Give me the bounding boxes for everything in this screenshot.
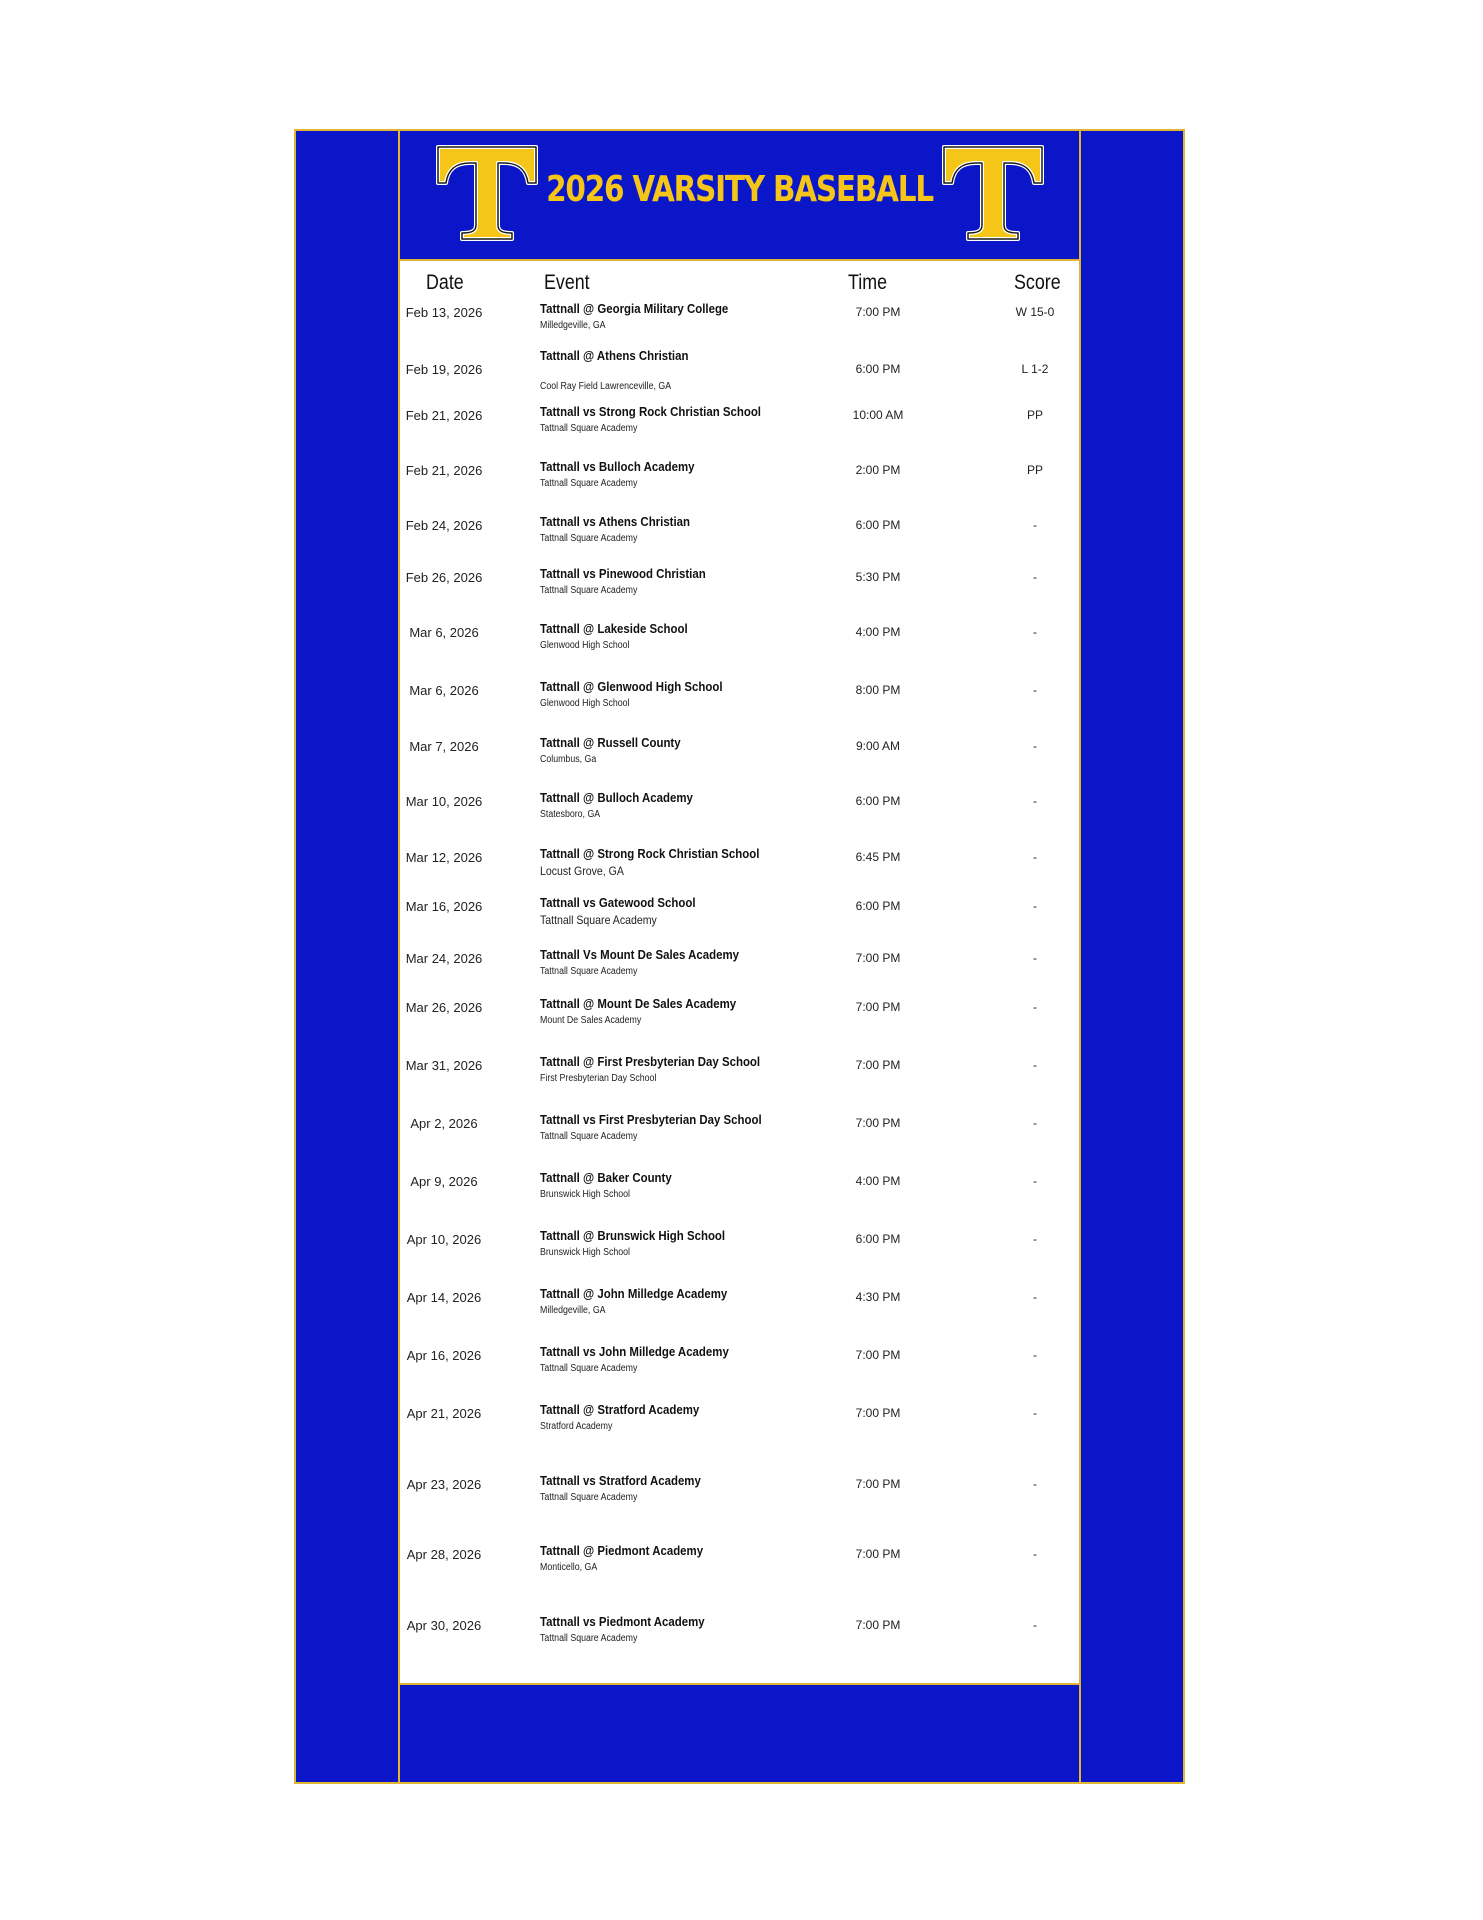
- game-score: W 15-0: [1015, 305, 1055, 319]
- event-name: Tattnall @ Mount De Sales Academy: [540, 996, 737, 1011]
- game-event: [540, 1228, 820, 1258]
- table-row: [400, 1170, 1079, 1210]
- event-location: Glenwood High School: [540, 640, 630, 651]
- event-location: Tattnall Square Academy: [540, 533, 638, 544]
- column-header-date: Date: [426, 271, 464, 294]
- game-time: 6:00 PM: [855, 899, 901, 913]
- event-name: Tattnall @ Piedmont Academy: [540, 1543, 704, 1558]
- game-event: [540, 1344, 820, 1374]
- game-date: Feb 13, 2026: [405, 305, 483, 320]
- game-date: Apr 21, 2026: [406, 1406, 482, 1421]
- table-row: [400, 1402, 1079, 1442]
- game-event: [540, 1286, 820, 1316]
- event-name: Tattnall vs Gatewood School: [540, 895, 696, 910]
- event-location: Brunswick High School: [540, 1189, 630, 1200]
- table-row: [400, 947, 1079, 987]
- game-event: [540, 404, 820, 434]
- game-date: Apr 30, 2026: [406, 1618, 482, 1633]
- game-date: Apr 16, 2026: [406, 1348, 482, 1363]
- game-date: Mar 6, 2026: [409, 683, 479, 698]
- event-name: Tattnall vs Bulloch Academy: [540, 459, 695, 474]
- game-time: 6:00 PM: [855, 362, 901, 376]
- game-event: [540, 1112, 820, 1142]
- event-location: Tattnall Square Academy: [540, 423, 638, 434]
- game-event: [540, 996, 820, 1026]
- game-event: [540, 679, 820, 709]
- schedule-table: [400, 261, 1079, 1683]
- poster-footer: [400, 1683, 1079, 1786]
- event-name: Tattnall @ John Milledge Academy: [540, 1286, 728, 1301]
- event-location: Mount De Sales Academy: [540, 1015, 642, 1026]
- game-date: Mar 26, 2026: [405, 1000, 483, 1015]
- event-location: Stratford Academy: [540, 1421, 613, 1432]
- game-score: -: [1033, 625, 1037, 639]
- game-score: -: [1033, 1618, 1037, 1632]
- game-event: [540, 514, 820, 544]
- event-location: Glenwood High School: [540, 698, 630, 709]
- game-date: Apr 23, 2026: [406, 1477, 482, 1492]
- game-time: 7:00 PM: [855, 951, 901, 965]
- game-date: Feb 19, 2026: [405, 362, 483, 377]
- game-event: [540, 895, 820, 927]
- game-time: 6:00 PM: [855, 518, 901, 532]
- game-time: 8:00 PM: [855, 683, 901, 697]
- game-time: 7:00 PM: [855, 1058, 901, 1072]
- game-score: -: [1033, 1116, 1037, 1130]
- game-event: [540, 1402, 820, 1432]
- game-score: PP: [1026, 408, 1043, 422]
- event-name: Tattnall @ Baker County: [540, 1170, 672, 1185]
- event-location: Milledgeville, GA: [540, 1305, 606, 1316]
- game-time: 7:00 PM: [855, 1116, 901, 1130]
- game-time: 6:45 PM: [855, 850, 901, 864]
- event-name: Tattnall Vs Mount De Sales Academy: [540, 947, 739, 962]
- game-time: 7:00 PM: [855, 1547, 901, 1561]
- event-name: Tattnall @ First Presbyterian Day School: [540, 1054, 761, 1069]
- game-score: -: [1033, 1290, 1037, 1304]
- game-event: [540, 1054, 820, 1084]
- game-score: -: [1033, 1477, 1037, 1491]
- table-row: [400, 1614, 1079, 1654]
- game-date: Apr 14, 2026: [406, 1290, 482, 1305]
- game-date: Mar 10, 2026: [405, 794, 483, 809]
- game-score: PP: [1026, 463, 1043, 477]
- game-score: -: [1033, 683, 1037, 697]
- event-location: Brunswick High School: [540, 1247, 630, 1258]
- schedule-poster: [294, 129, 1185, 1784]
- game-date: Mar 31, 2026: [405, 1058, 483, 1073]
- game-score: -: [1033, 739, 1037, 753]
- game-event: [540, 735, 820, 765]
- table-row: [400, 459, 1079, 499]
- game-time: 2:00 PM: [855, 463, 901, 477]
- game-score: -: [1033, 899, 1037, 913]
- game-date: Mar 6, 2026: [409, 625, 479, 640]
- game-time: 7:00 PM: [855, 1618, 901, 1632]
- game-time: 6:00 PM: [855, 794, 901, 808]
- table-row: [400, 404, 1079, 444]
- game-time: 7:00 PM: [855, 1348, 901, 1362]
- game-score: -: [1033, 850, 1037, 864]
- table-row: [400, 1054, 1079, 1094]
- event-name: Tattnall @ Glenwood High School: [540, 679, 723, 694]
- event-location: Tattnall Square Academy: [540, 585, 638, 596]
- game-date: Apr 2, 2026: [410, 1116, 478, 1131]
- game-date: Mar 16, 2026: [405, 899, 483, 914]
- game-date: Feb 21, 2026: [405, 408, 483, 423]
- game-score: -: [1033, 1058, 1037, 1072]
- event-name: Tattnall @ Strong Rock Christian School: [540, 846, 760, 861]
- event-name: Tattnall @ Russell County: [540, 735, 681, 750]
- game-score: -: [1033, 1232, 1037, 1246]
- table-row: [400, 1344, 1079, 1384]
- event-name: Tattnall vs John Milledge Academy: [540, 1344, 729, 1359]
- game-event: [540, 846, 820, 878]
- game-time: 10:00 AM: [852, 408, 904, 422]
- event-location: Statesboro, GA: [540, 809, 601, 820]
- table-row: [400, 514, 1079, 554]
- game-date: Feb 21, 2026: [405, 463, 483, 478]
- game-event: [540, 1543, 820, 1573]
- game-score: -: [1033, 1348, 1037, 1362]
- event-name: Tattnall vs Piedmont Academy: [540, 1614, 705, 1629]
- event-name: Tattnall vs Athens Christian: [540, 514, 691, 529]
- event-location: Monticello, GA: [540, 1562, 598, 1573]
- table-row: [400, 348, 1079, 392]
- game-time: 4:00 PM: [855, 1174, 901, 1188]
- game-time: 7:00 PM: [855, 305, 901, 319]
- table-row: [400, 679, 1079, 719]
- event-name: Tattnall vs Strong Rock Christian School: [540, 404, 762, 419]
- game-date: Feb 26, 2026: [405, 570, 483, 585]
- letter-t-logo-icon: [940, 143, 1046, 243]
- table-row: [400, 996, 1079, 1036]
- event-location: Tattnall Square Academy: [540, 1363, 638, 1374]
- game-event: [540, 348, 820, 392]
- game-date: Apr 10, 2026: [406, 1232, 482, 1247]
- schedule-panel: [398, 131, 1081, 1782]
- game-score: -: [1033, 794, 1037, 808]
- game-time: 7:00 PM: [855, 1477, 901, 1491]
- game-score: -: [1033, 1000, 1037, 1014]
- event-location: Tattnall Square Academy: [540, 1131, 638, 1142]
- table-row: [400, 1543, 1079, 1583]
- event-location: Milledgeville, GA: [540, 320, 606, 331]
- table-row: [400, 846, 1079, 886]
- game-score: -: [1033, 1547, 1037, 1561]
- game-time: 4:30 PM: [855, 1290, 901, 1304]
- game-event: [540, 790, 820, 820]
- table-row: [400, 790, 1079, 830]
- game-score: L 1-2: [1021, 362, 1049, 376]
- game-date: Mar 24, 2026: [405, 951, 483, 966]
- event-name: Tattnall @ Stratford Academy: [540, 1402, 700, 1417]
- column-header-score: Score: [1014, 271, 1061, 294]
- game-date: Mar 7, 2026: [409, 739, 479, 754]
- game-event: [540, 947, 820, 977]
- table-row: [400, 621, 1079, 661]
- event-name: Tattnall @ Athens Christian: [540, 348, 689, 363]
- game-date: Feb 24, 2026: [405, 518, 483, 533]
- game-score: -: [1033, 518, 1037, 532]
- event-location: Columbus, Ga: [540, 754, 597, 765]
- event-name: Tattnall @ Bulloch Academy: [540, 790, 693, 805]
- game-event: [540, 1614, 820, 1644]
- game-score: -: [1033, 951, 1037, 965]
- page-title: 2026 VARSITY BASEBALL: [546, 169, 933, 210]
- game-event: [540, 566, 820, 596]
- game-event: [540, 1170, 820, 1200]
- game-time: 4:00 PM: [855, 625, 901, 639]
- game-score: -: [1033, 570, 1037, 584]
- game-time: 9:00 AM: [855, 739, 901, 753]
- table-row: [400, 735, 1079, 775]
- game-time: 7:00 PM: [855, 1406, 901, 1420]
- game-time: 6:00 PM: [855, 1232, 901, 1246]
- column-header-event: Event: [544, 271, 590, 294]
- game-event: [540, 621, 820, 651]
- game-event: [540, 1473, 820, 1503]
- event-location: Tattnall Square Academy: [540, 1633, 638, 1644]
- event-location: Tattnall Square Academy: [540, 1492, 638, 1503]
- table-row: [400, 301, 1079, 341]
- table-row: [400, 566, 1079, 606]
- event-name: Tattnall @ Brunswick High School: [540, 1228, 726, 1243]
- game-time: 7:00 PM: [855, 1000, 901, 1014]
- game-date: Apr 9, 2026: [410, 1174, 478, 1189]
- game-event: [540, 301, 820, 331]
- event-location: Tattnall Square Academy: [540, 913, 657, 927]
- event-location: Tattnall Square Academy: [540, 966, 638, 977]
- table-row: [400, 1286, 1079, 1326]
- column-header-time: Time: [848, 271, 888, 294]
- table-row: [400, 1228, 1079, 1268]
- game-score: -: [1033, 1174, 1037, 1188]
- game-date: Mar 12, 2026: [405, 850, 483, 865]
- event-location: Tattnall Square Academy: [540, 478, 638, 489]
- game-date: Apr 28, 2026: [406, 1547, 482, 1562]
- event-name: Tattnall vs First Presbyterian Day School: [540, 1112, 762, 1127]
- event-name: Tattnall @ Georgia Military College: [540, 301, 729, 316]
- table-row: [400, 895, 1079, 935]
- game-event: [540, 459, 820, 489]
- event-name: Tattnall vs Stratford Academy: [540, 1473, 701, 1488]
- event-location: Cool Ray Field Lawrenceville, GA: [540, 381, 672, 392]
- event-name: Tattnall @ Lakeside School: [540, 621, 688, 636]
- game-time: 5:30 PM: [855, 570, 901, 584]
- poster-header: [400, 131, 1079, 261]
- table-row: [400, 1473, 1079, 1513]
- event-location: First Presbyterian Day School: [540, 1073, 657, 1084]
- game-score: -: [1033, 1406, 1037, 1420]
- event-name: Tattnall vs Pinewood Christian: [540, 566, 706, 581]
- table-row: [400, 1112, 1079, 1152]
- event-location: Locust Grove, GA: [540, 864, 624, 878]
